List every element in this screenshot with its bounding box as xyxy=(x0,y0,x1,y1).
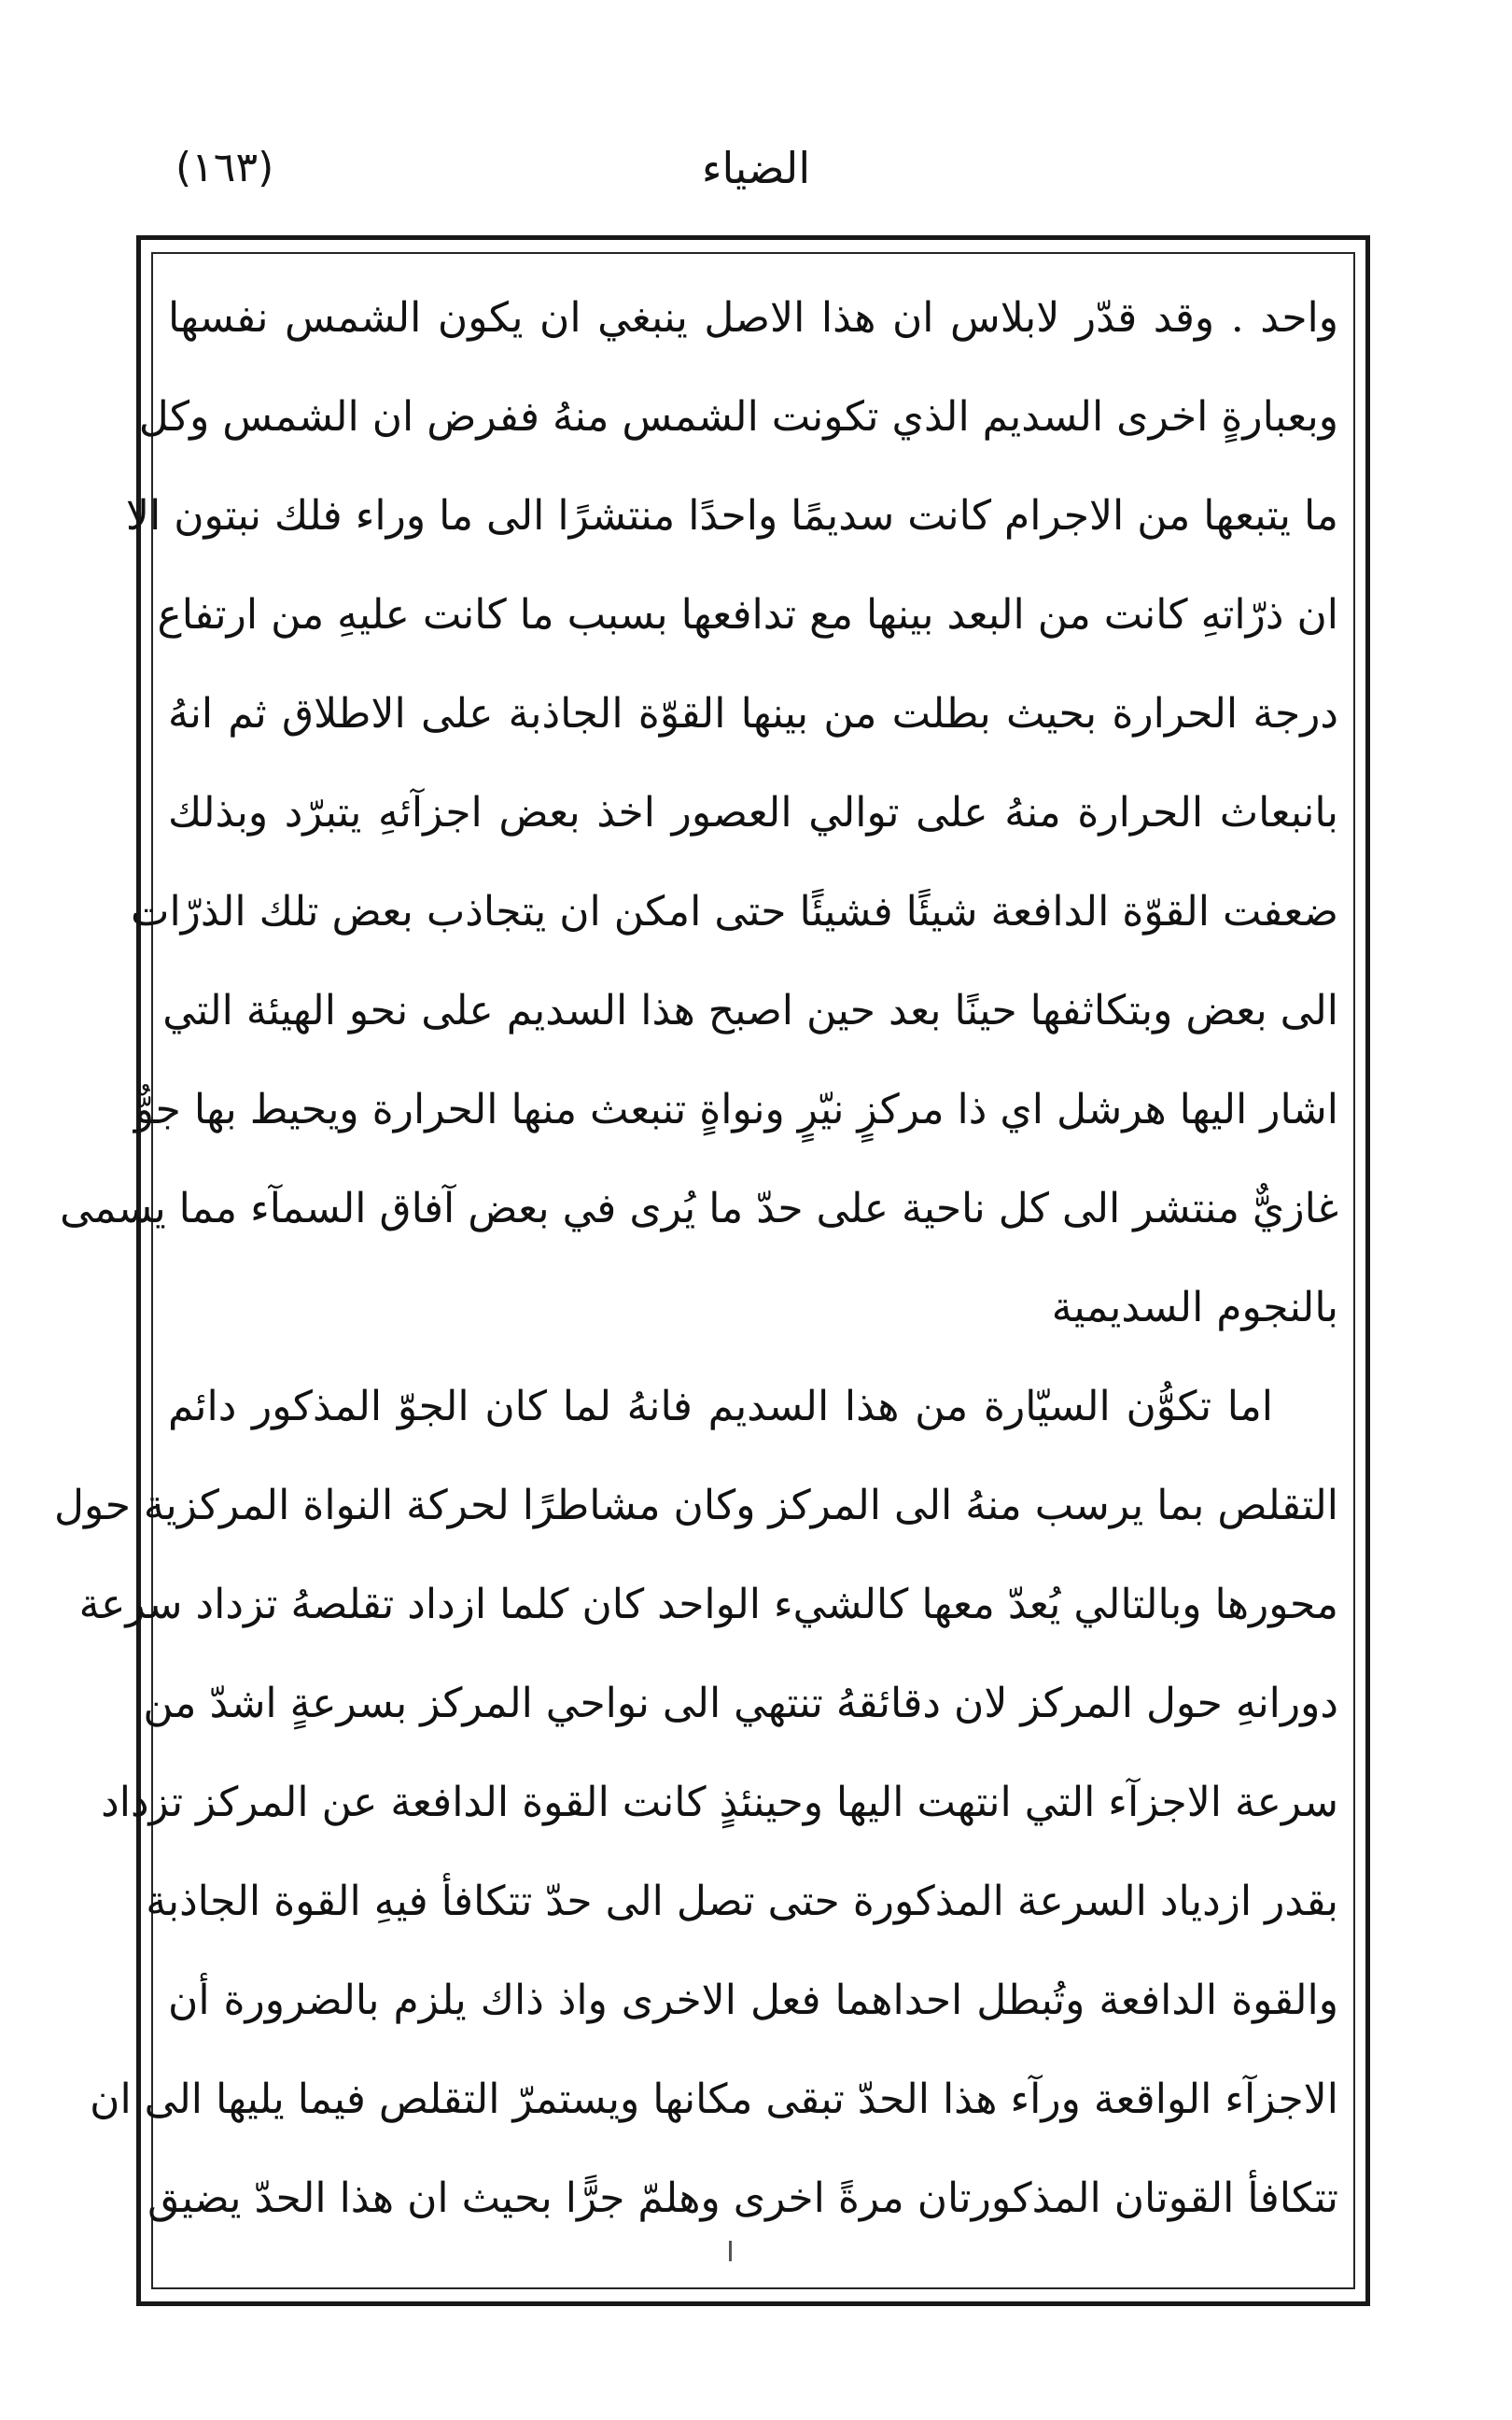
catchword-mark xyxy=(729,2241,732,2261)
text-line: غازيٌّ منتشر الى كل ناحية على حدّ ما يُرى في بعض آفاق السمآء مما يسمى xyxy=(60,1185,1338,1232)
text-line: بانبعاث الحرارة منهُ على توالي العصور اخذ بعض اجزآئهِ يتبرّد وبذلك xyxy=(168,789,1338,837)
text-line: دورانهِ حول المركز لان دقائقهُ تنتهي الى نواحي المركز بسرعةٍ اشدّ من xyxy=(143,1680,1338,1727)
text-line: واحد . وقد قدّر لابلاس ان هذا الاصل ينبغي ان يكون الشمس نفسها xyxy=(168,294,1338,342)
text-line: بقدر ازدياد السرعة المذكورة حتى تصل الى حدّ تتكافأ فيهِ القوة الجاذبة xyxy=(146,1878,1338,1925)
text-line: سرعة الاجزآء التي انتهت اليها وحينئذٍ كانت القوة الدافعة عن المركز تزداد xyxy=(101,1779,1338,1826)
text-line: تتكافأ القوتان المذكورتان مرةً اخرى وهلمّ جرًّا بحيث ان هذا الحدّ يضيق xyxy=(147,2174,1338,2222)
text-line: اما تكوُّن السيّارة من هذا السديم فانهُ لما كان الجوّ المذكور دائم xyxy=(168,1383,1273,1430)
text-line: وبعبارةٍ اخرى السديم الذي تكونت الشمس منهُ ففرض ان الشمس وكل xyxy=(138,393,1338,441)
text-line: الاجزآء الواقعة ورآء هذا الحدّ تبقى مكانها ويستمرّ التقلص فيما يليها الى ان xyxy=(90,2075,1338,2123)
text-line: والقوة الدافعة وتُبطل احداهما فعل الاخرى واذ ذاك يلزم بالضرورة أن xyxy=(168,1977,1338,2024)
text-line: الى بعض وبتكاثفها حينًا بعد حين اصبح هذا السديم على نحو الهيئة التي xyxy=(162,987,1338,1034)
text-line: ما يتبعها من الاجرام كانت سديمًا واحدًا منتشرًا الى ما وراء فلك نبتون الا xyxy=(125,492,1338,540)
running-title: الضياء xyxy=(701,143,811,193)
text-line: ضعفت القوّة الدافعة شيئًا فشيئًا حتى امكن ان يتجاذب بعض تلك الذرّات xyxy=(131,888,1338,936)
text-line: ان ذرّاتهِ كانت من البعد بينها مع تدافعها بسبب ما كانت عليهِ من ارتفاع xyxy=(157,591,1338,639)
text-line: درجة الحرارة بحيث بطلت من بينها القوّة الجاذبة على الاطلاق ثم انهُ xyxy=(168,690,1338,738)
page-header xyxy=(159,135,1353,219)
text-line: التقلص بما يرسب منهُ الى المركز وكان مشاطرًا لحركة النواة المركزية حول xyxy=(54,1482,1338,1529)
text-line: بالنجوم السديمية xyxy=(1051,1284,1338,1331)
body-text xyxy=(54,269,1338,2258)
text-line: اشار اليها هرشل اي ذا مركزٍ نيّرٍ ونواةٍ تنبعث منها الحرارة ويحيط بها جوٌّ xyxy=(133,1086,1338,1133)
page-number: (١٦٣) xyxy=(175,144,274,191)
text-line: محورها وبالتالي يُعدّ معها كالشيء الواحد كان كلما ازداد تقلصهُ تزداد سرعة xyxy=(78,1581,1338,1628)
